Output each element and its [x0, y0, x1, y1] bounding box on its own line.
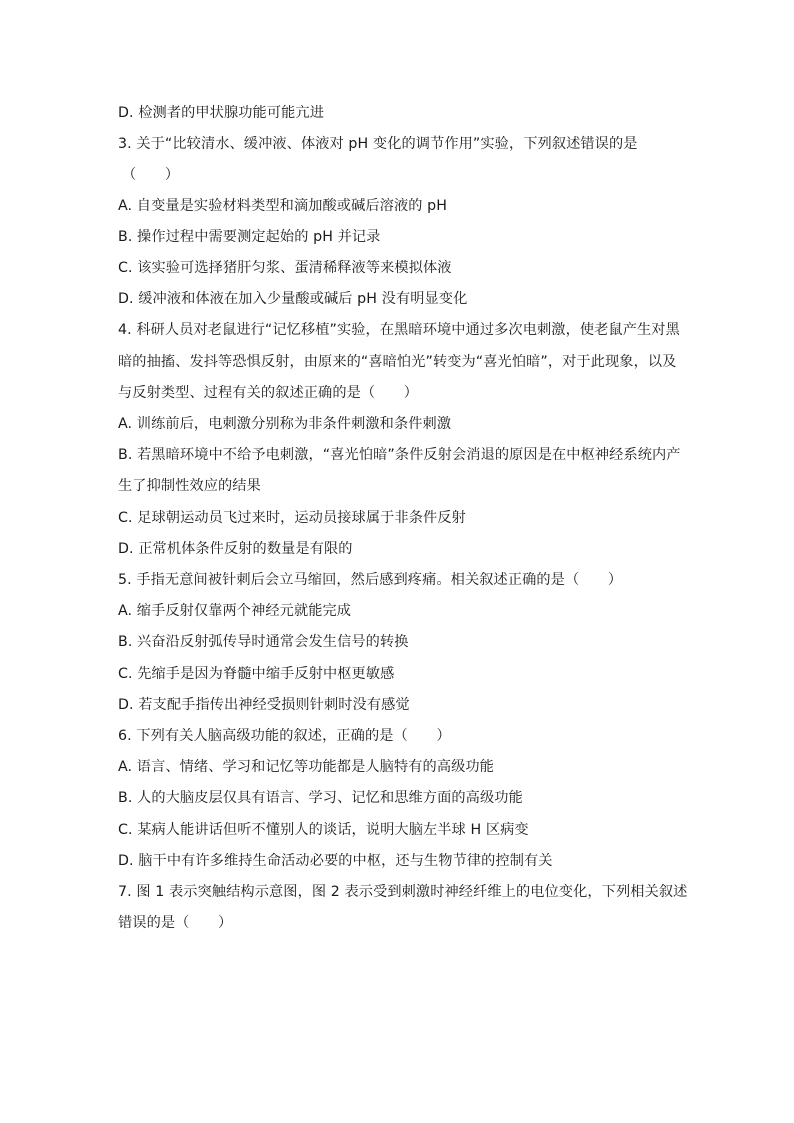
option-b-q5: B. 兴奋沿反射弧传导时通常会发生信号的转换	[118, 634, 409, 650]
question-5-stem: 5. 手指无意间被针刺后会立马缩回，然后感到疼痛。相关叙述正确的是（ ）	[118, 572, 623, 588]
question-7-stem-line-1: 7. 图 1 表示突触结构示意图，图 2 表示受到刺激时神经纤维上的电位变化，下列相关叙述	[118, 884, 688, 900]
question-4-stem-line-2: 暗的抽搐、发抖等恐惧反射，由原来的“喜暗怕光”转变为“喜光怕暗”，对于此现象，以及	[118, 354, 677, 370]
option-b-q3: B. 操作过程中需要测定起始的 pH 并记录	[118, 229, 381, 245]
option-c-q5: C. 先缩手是因为脊髓中缩手反射中枢更敏感	[118, 666, 395, 682]
question-4-stem-line-1: 4. 科研人员对老鼠进行“记忆移植”实验，在黑暗环境中通过多次电刺激，使老鼠产生对黑	[118, 322, 680, 338]
question-6-stem: 6. 下列有关人脑高级功能的叙述，正确的是（ ）	[118, 728, 451, 744]
option-b-q6: B. 人的大脑皮层仅具有语言、学习、记忆和思维方面的高级功能	[118, 790, 523, 806]
option-a-q4: A. 训练前后，电刺激分别称为非条件刺激和条件刺激	[118, 416, 452, 432]
option-c-q4: C. 足球朝运动员飞过来时，运动员接球属于非条件反射	[118, 510, 466, 526]
option-c-q3: C. 该实验可选择猪肝匀浆、蛋清稀释液等来模拟体液	[118, 260, 452, 276]
option-b-q4-line-2: 生了抑制性效应的结果	[118, 478, 261, 494]
question-3-answer-bracket: （ ）	[122, 167, 180, 183]
option-d-q6: D. 脑干中有许多维持生命活动必要的中枢，还与生物节律的控制有关	[118, 853, 553, 869]
option-d-q2: D. 检测者的甲状腺功能可能亢进	[118, 105, 324, 121]
option-a-q3: A. 自变量是实验材料类型和滴加酸或碱后溶液的 pH	[118, 198, 448, 214]
option-a-q5: A. 缩手反射仅靠两个神经元就能完成	[118, 603, 352, 619]
option-d-q4: D. 正常机体条件反射的数量是有限的	[118, 541, 353, 557]
option-d-q3: D. 缓冲液和体液在加入少量酸或碱后 pH 没有明显变化	[118, 291, 468, 307]
question-4-stem-line-3: 与反射类型、过程有关的叙述正确的是（ ）	[118, 385, 419, 401]
question-3-stem: 3. 关于“比较清水、缓冲液、体液对 pH 变化的调节作用”实验，下列叙述错误的是	[118, 136, 638, 152]
option-c-q6: C. 某病人能讲话但听不懂别人的谈话，说明大脑左半球 H 区病变	[118, 822, 529, 838]
option-d-q5: D. 若支配手指传出神经受损则针刺时没有感觉	[118, 697, 410, 713]
option-b-q4-line-1: B. 若黑暗环境中不给予电刺激，“喜光怕暗”条件反射会消退的原因是在中枢神经系统内产	[118, 447, 681, 463]
option-a-q6: A. 语言、情绪、学习和记忆等功能都是人脑特有的高级功能	[118, 759, 494, 775]
question-7-stem-line-2: 错误的是（ ）	[118, 915, 233, 931]
